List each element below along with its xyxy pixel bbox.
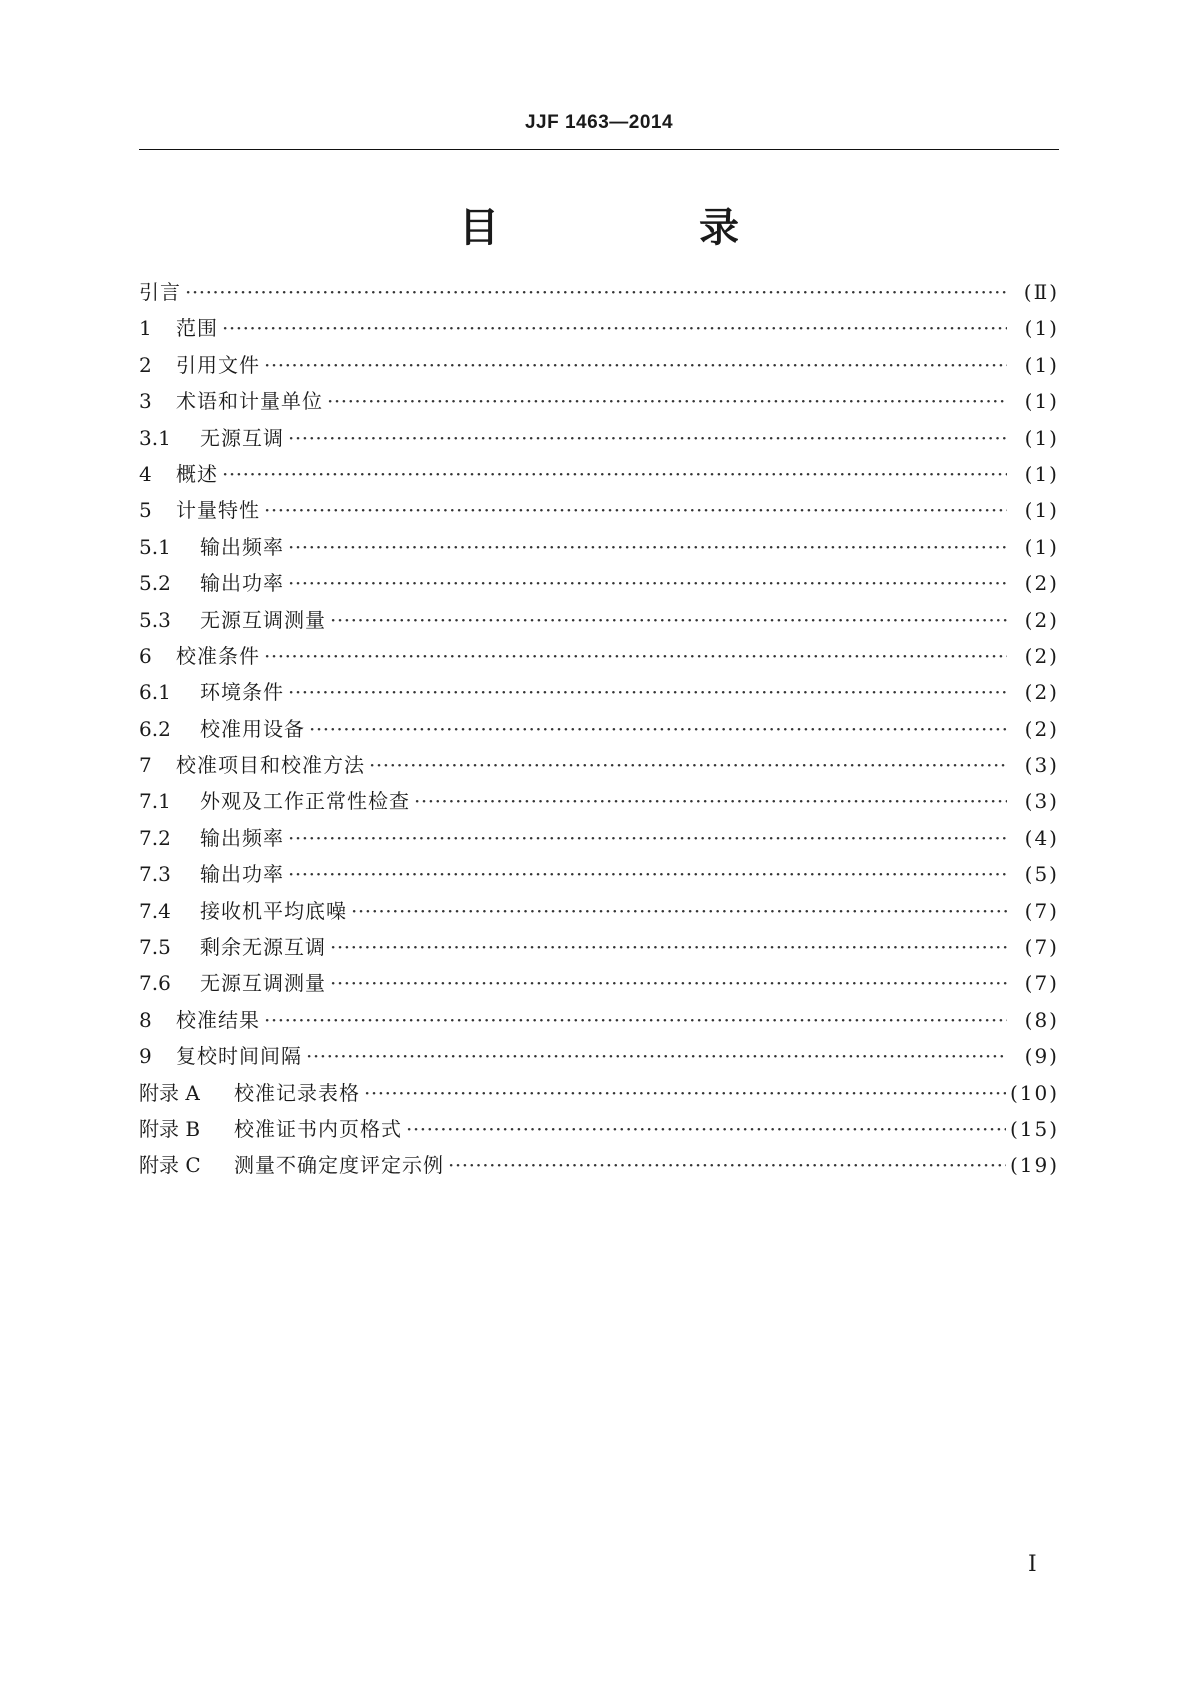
header-divider xyxy=(139,149,1059,150)
toc-entry-page: (2) xyxy=(1024,716,1059,741)
toc-entry-label: 测量不确定度评定示例 xyxy=(234,1153,444,1178)
toc-entry-number: 4 xyxy=(139,461,152,486)
toc-leader-dots xyxy=(364,1081,1006,1105)
toc-entry[interactable] xyxy=(139,858,1059,894)
toc-entry-page: (2) xyxy=(1024,643,1059,668)
toc-entry-page: (1) xyxy=(1024,352,1059,377)
toc-entry[interactable] xyxy=(139,458,1059,494)
toc-leader-dots xyxy=(264,498,1007,522)
toc-entry[interactable] xyxy=(139,531,1059,567)
toc-leader-dots xyxy=(309,717,1007,741)
toc-entry-number: 5.2 xyxy=(139,571,171,596)
table-of-contents xyxy=(139,276,1059,1186)
toc-entry-label: 概述 xyxy=(176,461,218,486)
toc-leader-dots xyxy=(288,426,1007,450)
page-title: 目 录 xyxy=(459,205,819,251)
toc-entry-number: 7.2 xyxy=(139,825,171,850)
toc-entry-page: (2) xyxy=(1024,571,1059,596)
toc-entry-label: 范围 xyxy=(176,316,218,341)
toc-entry-page: (1) xyxy=(1024,425,1059,450)
toc-entry-page: (1) xyxy=(1024,461,1059,486)
toc-entry-page: (3) xyxy=(1024,753,1059,778)
toc-entry-label: 校准条件 xyxy=(176,643,260,668)
toc-entry-number: 6 xyxy=(139,643,152,668)
toc-entry-page: (19) xyxy=(1009,1153,1059,1178)
toc-leader-dots xyxy=(264,644,1007,668)
toc-leader-dots xyxy=(288,826,1007,850)
toc-entry[interactable] xyxy=(139,822,1059,858)
toc-leader-dots xyxy=(264,1008,1007,1032)
toc-leader-dots xyxy=(369,753,1007,777)
toc-entry-label: 无源互调 xyxy=(200,425,284,450)
toc-entry-number: 附录 B xyxy=(139,1116,201,1141)
toc-entry-label: 输出频率 xyxy=(200,825,284,850)
toc-leader-dots xyxy=(185,280,1007,304)
toc-entry[interactable] xyxy=(139,640,1059,676)
toc-entry-number: 7.1 xyxy=(139,789,171,814)
toc-entry-label: 校准项目和校准方法 xyxy=(176,753,365,778)
toc-entry-page: (15) xyxy=(1009,1116,1059,1141)
toc-entry[interactable] xyxy=(139,785,1059,821)
toc-entry-number: 6.1 xyxy=(139,680,171,705)
toc-leader-dots xyxy=(351,899,1007,923)
toc-entry-number: 6.2 xyxy=(139,716,171,741)
toc-leader-dots xyxy=(327,389,1007,413)
toc-entry[interactable] xyxy=(139,1113,1059,1149)
toc-entry-page: (1) xyxy=(1024,316,1059,341)
toc-entry-label: 校准证书内页格式 xyxy=(234,1116,402,1141)
toc-leader-dots xyxy=(306,1044,1007,1068)
toc-entry-page: (8) xyxy=(1024,1007,1059,1032)
toc-entry-page: (7) xyxy=(1024,971,1059,996)
toc-leader-dots xyxy=(288,571,1007,595)
toc-leader-dots xyxy=(448,1153,1006,1177)
toc-entry-label: 无源互调测量 xyxy=(200,607,326,632)
page-number: Ⅰ xyxy=(1028,1552,1037,1577)
toc-entry-number: 7.6 xyxy=(139,971,171,996)
toc-leader-dots xyxy=(288,680,1007,704)
toc-entry-page: (2) xyxy=(1024,680,1059,705)
document-code-header: JJF 1463—2014 xyxy=(524,112,674,133)
toc-entry[interactable] xyxy=(139,676,1059,712)
toc-entry[interactable] xyxy=(139,1077,1059,1113)
toc-leader-dots xyxy=(330,608,1007,632)
toc-entry[interactable] xyxy=(139,276,1059,312)
toc-entry-page: (1) xyxy=(1024,534,1059,559)
toc-entry-label: 计量特性 xyxy=(176,498,260,523)
toc-entry-page: (1) xyxy=(1024,498,1059,523)
toc-entry-label: 校准记录表格 xyxy=(234,1080,360,1105)
toc-entry-number: 5 xyxy=(139,498,152,523)
toc-entry-label: 校准用设备 xyxy=(200,716,305,741)
toc-leader-dots xyxy=(330,935,1007,959)
toc-leader-dots xyxy=(288,862,1007,886)
toc-entry-page: (2) xyxy=(1024,607,1059,632)
toc-entry-page: (7) xyxy=(1024,898,1059,923)
toc-entry-page: (1) xyxy=(1024,389,1059,414)
toc-entry[interactable] xyxy=(139,349,1059,385)
toc-entry-number: 8 xyxy=(139,1007,152,1032)
toc-entry-label: 校准结果 xyxy=(176,1007,260,1032)
toc-entry[interactable] xyxy=(139,749,1059,785)
toc-entry[interactable] xyxy=(139,567,1059,603)
toc-entry-page: (4) xyxy=(1024,825,1059,850)
toc-entry-page: (7) xyxy=(1024,935,1059,960)
toc-entry-page: (Ⅱ) xyxy=(1023,280,1059,304)
toc-entry-number: 7.3 xyxy=(139,862,171,887)
toc-entry[interactable] xyxy=(139,422,1059,458)
toc-entry-label: 接收机平均底噪 xyxy=(200,898,347,923)
toc-entry-label: 无源互调测量 xyxy=(200,971,326,996)
toc-leader-dots xyxy=(406,1117,1006,1141)
toc-entry[interactable] xyxy=(139,895,1059,931)
toc-entry-label: 剩余无源互调 xyxy=(200,935,326,960)
toc-entry-number: 7 xyxy=(139,753,152,778)
toc-leader-dots xyxy=(222,462,1007,486)
toc-entry-number: 9 xyxy=(139,1044,152,1069)
toc-entry-label: 引用文件 xyxy=(176,352,260,377)
toc-entry-number: 5.1 xyxy=(139,534,171,559)
toc-entry-page: (10) xyxy=(1009,1080,1059,1105)
toc-entry-number: 3.1 xyxy=(139,425,171,450)
toc-entry-number: 3 xyxy=(139,389,152,414)
toc-entry[interactable] xyxy=(139,931,1059,967)
toc-entry-page: (3) xyxy=(1024,789,1059,814)
toc-leader-dots xyxy=(288,535,1007,559)
toc-entry[interactable] xyxy=(139,385,1059,421)
toc-entry-label: 引言 xyxy=(139,280,181,304)
toc-entry-label: 输出频率 xyxy=(200,534,284,559)
toc-entry-label: 复校时间间隔 xyxy=(176,1044,302,1069)
toc-entry[interactable] xyxy=(139,604,1059,640)
toc-entry-label: 术语和计量单位 xyxy=(176,389,323,414)
toc-entry-number: 附录 A xyxy=(139,1080,200,1105)
toc-entry[interactable] xyxy=(139,312,1059,348)
toc-leader-dots xyxy=(414,789,1007,813)
toc-entry-label: 输出功率 xyxy=(200,571,284,596)
toc-leader-dots xyxy=(330,971,1007,995)
toc-entry-page: (5) xyxy=(1024,862,1059,887)
toc-leader-dots xyxy=(222,316,1007,340)
toc-entry-number: 5.3 xyxy=(139,607,171,632)
toc-entry-label: 环境条件 xyxy=(200,680,284,705)
toc-entry-number: 7.5 xyxy=(139,935,171,960)
toc-entry[interactable] xyxy=(139,1149,1059,1185)
toc-entry-label: 外观及工作正常性检查 xyxy=(200,789,410,814)
toc-leader-dots xyxy=(264,353,1007,377)
toc-entry-number: 附录 C xyxy=(139,1153,201,1178)
toc-entry[interactable] xyxy=(139,967,1059,1003)
toc-entry-number: 2 xyxy=(139,352,152,377)
toc-entry[interactable] xyxy=(139,713,1059,749)
toc-entry-number: 7.4 xyxy=(139,898,171,923)
toc-entry[interactable] xyxy=(139,1040,1059,1076)
toc-entry[interactable] xyxy=(139,494,1059,530)
toc-entry[interactable] xyxy=(139,1004,1059,1040)
toc-entry-label: 输出功率 xyxy=(200,862,284,887)
toc-entry-number: 1 xyxy=(139,316,152,341)
toc-entry-page: (9) xyxy=(1024,1044,1059,1069)
